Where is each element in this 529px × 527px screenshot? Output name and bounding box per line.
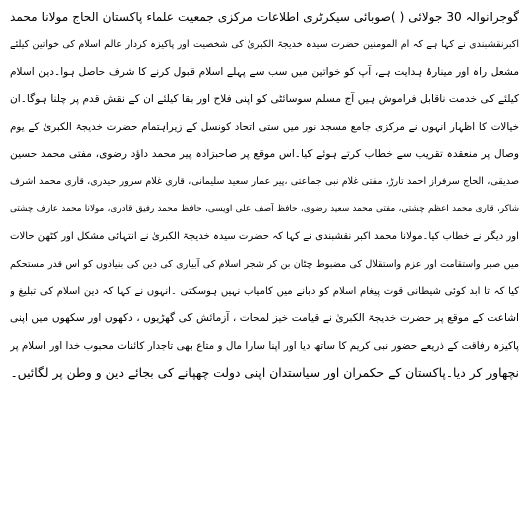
article-line-5: خیالات کا اظہار انہوں نے مرکزی جامع مسجد نور میں ستی اتحاد کونسل کے زیراہتمام حضرت خدیجۃ الکبریٰ کے یوم: [10, 120, 519, 133]
article-line-6: وصال پر منعقدہ تقریب سے خطاب کرتے ہوئے کیا۔اس موقع پر صاحبزادہ پیر محمد داؤد رضوی، مفتی محمد حسین: [10, 147, 519, 160]
article-line-9: اور دیگر نے خطاب کیا۔مولانا محمد اکبر نقشبندی نے کہا کہ حضرت سیدہ خدیجۃ الکبریٰ نے انتہائی مشکل اور کٹھن حالات: [10, 231, 519, 243]
article-line-4: کیلئے کی خدمت ناقابل فراموش ہیں آج مسلم سوسائٹی کو اپنی فلاح اور بقا کیلئے ان کے نقش قدم پر چلنا ہوگا۔ان: [10, 93, 519, 106]
article-line-8: شاکر، قاری محمد اعظم چشتی، مفتی محمد سعید رضوی، حافظ آصف علی اویسی، حافظ محمد رفیق قادری، مولانا محمد عارف چشتی: [10, 203, 519, 214]
article-line-7: صدیقی، الحاج سرفراز احمد تارڑ، مفتی غلام نبی جماعتی ،پیر عمار سعید سلیمانی، قاری غلام سرور حیدری، قاری محمد اشرف: [10, 176, 519, 188]
article-line-1: گوجرانوالہ 30 جولائی ( )صوبائی سیکرٹری اطلاعات مرکزی جمعیت علماء پاکستان الحاج مولانا محمد: [10, 10, 519, 24]
article-line-10: میں صبر واستقامت اور عزم واستقلال کی مضبوط چٹان بن کر شجر اسلام کی آبیاری کی دین کی بنیادوں کو اس قدر مستحکم: [10, 258, 519, 270]
article-line-2: اکبرنقشبندی نے کہا ہے کہ ام المومنین حضرت سیدہ خدیجۃ الکبریٰ کی شخصیت اور پاکیزہ کردار عالم اسلام کی خواتین کیلئے: [10, 39, 519, 51]
article-line-11: کیا کہ تا ابد کوئی شیطانی قوت پیغام اسلام کو دبانے میں کامیاب نہیں ہوسکتی ۔انہوں نے کہا کہ دین اسلام کی تبلیغ و: [10, 285, 519, 297]
article-line-13: پاکیزہ رفاقت کے ذریعے حضور نبی کریم کا ساتھ دیا اور اپنا سارا مال و متاع بھی تاجدار کائنات محبوب خدا اور اسلام پر: [10, 339, 519, 352]
article-line-12: اشاعت کے موقع پر حضرت خدیجۃ الکبریٰ نے قیامت خیز لمحات ، آزمائش کی گھڑیوں ، دکھوں اور سکھوں میں اپنی: [10, 312, 519, 325]
article-line-14: نچھاور کر دیا۔پاکستان کے حکمران اور سیاستدان اپنی دولت چھپانے کی بجائے دین و وطن پر لگائیں۔: [10, 366, 519, 381]
article-line-3: مشعل راہ اور مینارۂ ہدایت ہے، آپ کو خواتین میں سب سے پہلے اسلام قبول کرنے کا شرف حاصل ہوا۔دین اسلام: [10, 65, 519, 78]
